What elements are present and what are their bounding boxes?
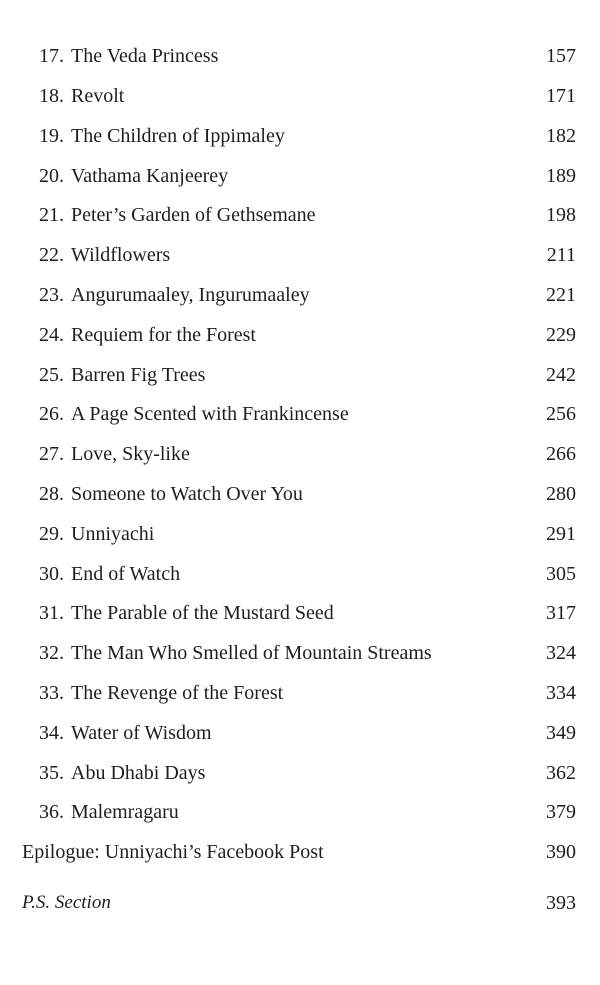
page-number: 362 (546, 762, 576, 784)
chapter-title: Vathama Kanjeerey (71, 165, 229, 187)
page-number: 157 (546, 45, 576, 67)
chapter-number: 31. (39, 602, 64, 624)
chapter-number: 29. (39, 523, 64, 545)
toc-entry-ps-section (0, 888, 600, 918)
chapter-title: The Parable of the Mustard Seed (71, 602, 334, 624)
page-number: 305 (546, 563, 576, 585)
toc-entry (0, 638, 600, 668)
chapter-number: 33. (39, 682, 64, 704)
chapter-title: Someone to Watch Over You (71, 483, 303, 505)
chapter-title: The Children of Ippimaley (71, 125, 285, 147)
chapter-number: 35. (39, 762, 64, 784)
page-number: 242 (546, 364, 576, 386)
chapter-title: The Man Who Smelled of Mountain Streams (71, 642, 432, 664)
chapter-number: 20. (39, 165, 64, 187)
chapter-number: 26. (39, 403, 64, 425)
page-number: 291 (546, 523, 576, 545)
toc-entry (0, 439, 600, 469)
toc-entry (0, 200, 600, 230)
toc-entry (0, 161, 600, 191)
chapter-number: 24. (39, 324, 64, 346)
chapter-title: Revolt (71, 85, 125, 107)
chapter-title: Unniyachi (71, 523, 155, 545)
toc-entry (0, 121, 600, 151)
toc-entry (0, 678, 600, 708)
toc-entry (0, 598, 600, 628)
toc-entry (0, 81, 600, 111)
toc-entry (0, 320, 600, 350)
chapter-number: 17. (39, 45, 64, 67)
page-number: 211 (546, 244, 576, 266)
page-number: 280 (546, 483, 576, 505)
chapter-number: 25. (39, 364, 64, 386)
chapter-number: 23. (39, 284, 64, 306)
toc-entry-epilogue (0, 837, 600, 867)
page-number: 324 (546, 642, 576, 664)
epilogue-title: Epilogue: Unniyachi’s Facebook Post (22, 841, 324, 863)
page-number: 171 (546, 85, 576, 107)
page-number: 198 (546, 204, 576, 226)
chapter-number: 30. (39, 563, 64, 585)
chapter-number: 27. (39, 443, 64, 465)
page-number: 189 (546, 165, 576, 187)
chapter-number: 19. (39, 125, 64, 147)
toc-entry (0, 399, 600, 429)
chapter-title: Water of Wisdom (71, 722, 212, 744)
page-number: 229 (546, 324, 576, 346)
chapter-title: Malemragaru (71, 801, 179, 823)
chapter-title: Angurumaaley, Ingurumaaley (71, 284, 310, 306)
toc-entry (0, 797, 600, 827)
chapter-title: Requiem for the Forest (71, 324, 256, 346)
chapter-number: 21. (39, 204, 64, 226)
chapter-title: Barren Fig Trees (71, 364, 206, 386)
page-number: 182 (546, 125, 576, 147)
page-number: 379 (546, 801, 576, 823)
toc-entry (0, 360, 600, 390)
page-number: 266 (546, 443, 576, 465)
toc-entry (0, 479, 600, 509)
chapter-number: 28. (39, 483, 64, 505)
page-number: 317 (546, 602, 576, 624)
toc-entry (0, 280, 600, 310)
ps-section-title: P.S. Section (22, 892, 111, 913)
chapter-number: 32. (39, 642, 64, 664)
chapter-title: Peter’s Garden of Gethsemane (71, 204, 316, 226)
page-number: 349 (546, 722, 576, 744)
toc-entry (0, 41, 600, 71)
chapter-title: Love, Sky-like (71, 443, 190, 465)
toc-entry (0, 718, 600, 748)
chapter-number: 34. (39, 722, 64, 744)
chapter-title: End of Watch (71, 563, 181, 585)
chapter-title: Wildflowers (71, 244, 171, 266)
page-number: 334 (546, 682, 576, 704)
chapter-title: The Revenge of the Forest (71, 682, 284, 704)
page-number: 390 (546, 841, 576, 863)
toc-entry (0, 240, 600, 270)
chapter-title: Abu Dhabi Days (71, 762, 206, 784)
toc-entry (0, 559, 600, 589)
page-number: 393 (546, 892, 576, 914)
chapter-number: 36. (39, 801, 64, 823)
page-number: 256 (546, 403, 576, 425)
chapter-title: The Veda Princess (71, 45, 219, 67)
page-number: 221 (546, 284, 576, 306)
chapter-title: A Page Scented with Frankincense (71, 403, 349, 425)
chapter-number: 22. (39, 244, 64, 266)
toc-entry (0, 519, 600, 549)
toc-entry (0, 758, 600, 788)
chapter-number: 18. (39, 85, 64, 107)
